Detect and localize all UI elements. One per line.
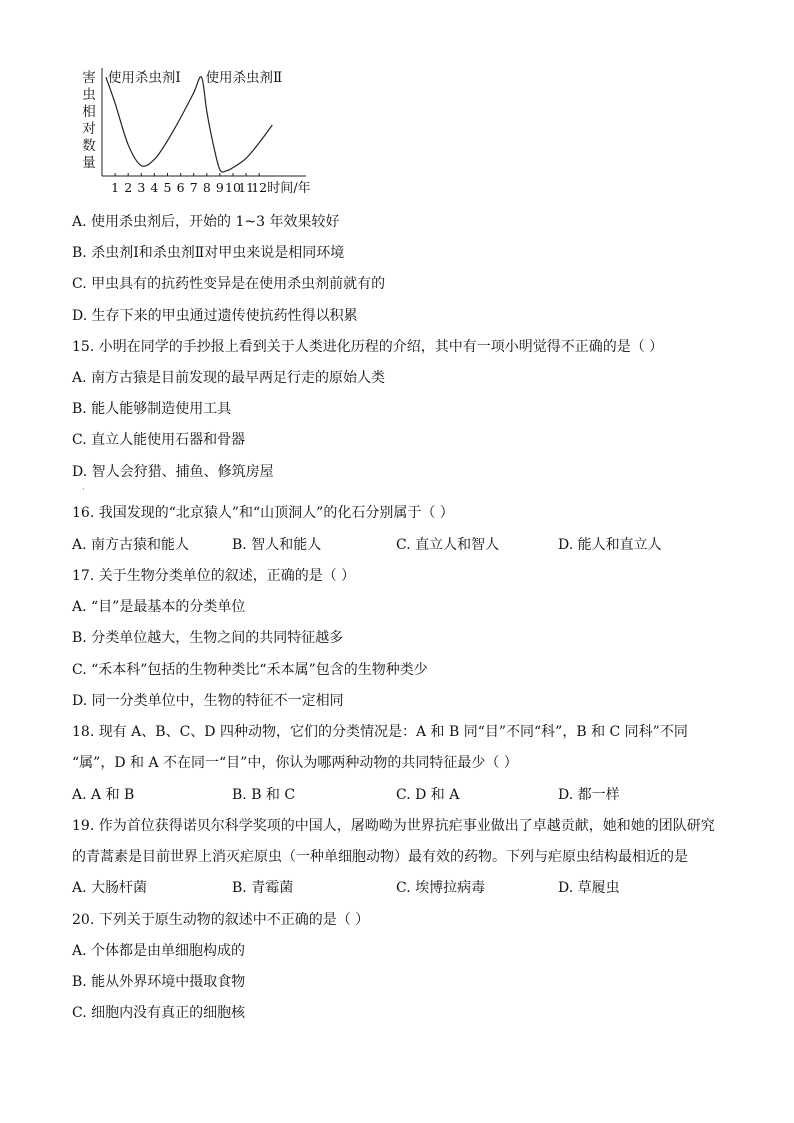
q16-stem: 16. 我国发现的“北京猿人”和“山顶洞人”的化石分别属于（ ） (72, 505, 454, 521)
q19-stem-line1: 19. 作为首位获得诺贝尔科学奖项的中国人，屠呦呦为世界抗疟事业做出了卓越贡献，她和她的团队研究 (72, 818, 715, 834)
q20-stem: 20. 下列关于原生动物的叙述中不正确的是（ ） (72, 912, 370, 928)
q17-option-b[interactable]: B. 分类单位越大，生物之间的共同特征越多 (72, 630, 344, 646)
y-label-char: 相 (82, 104, 96, 120)
x-tick-label: 4 (150, 180, 159, 195)
y-label-char: 数 (82, 138, 96, 154)
x-tick-label: 5 (163, 180, 172, 195)
q18-option-a[interactable]: A. A 和 B (72, 787, 135, 803)
y-label-char: 对 (82, 121, 96, 137)
q18-stem-line2: “属”，D 和 A 不在同一“目”中，你认为哪两种动物的共同特征最少（ ） (72, 755, 518, 771)
q15-stem: 15. 小明在同学的手抄报上看到关于人类进化历程的介绍，其中有一项小明觉得不正确的是（ ） (72, 339, 664, 355)
q16-options-row (72, 535, 662, 555)
x-tick-label: 8 (202, 180, 211, 195)
q18-stem-line1: 18. 现有 A、B、C、D 四种动物，它们的分类情况是：A 和 B 同“目”不同“科”，B 和 C 同科”不同 (72, 724, 688, 740)
q18-option-d[interactable]: D. 都一样 (558, 787, 620, 803)
y-label-char: 虫 (82, 87, 96, 103)
x-tick-label: 3 (137, 180, 146, 195)
x-tick-label: 6 (176, 180, 185, 195)
q19-options-row (72, 878, 620, 898)
chart-series (106, 77, 272, 172)
x-tick-label: 10 (225, 180, 241, 195)
q19-option-a[interactable]: A. 大肠杆菌 (72, 880, 148, 896)
stray-dot: · (82, 485, 85, 494)
annotation-insecticide-2: 使用杀虫剂Ⅱ (205, 70, 283, 86)
pest-population-chart (76, 62, 376, 198)
q20-option-c[interactable]: C. 细胞内没有真正的细胞核 (72, 1005, 246, 1021)
y-label-char: 量 (82, 155, 96, 171)
q14-option-c[interactable]: C. 甲虫具有的抗药性变异是在使用杀虫剂前就有的 (72, 276, 386, 292)
q15-option-a[interactable]: A. 南方古猿是目前发现的最早两足行走的原始人类 (72, 370, 386, 386)
q18-option-c[interactable]: C. D 和 A (396, 787, 460, 803)
q16-option-d[interactable]: D. 能人和直立人 (558, 537, 662, 553)
q17-option-a[interactable]: A. “目”是最基本的分类单位 (72, 599, 246, 615)
q19-stem-line2: 的青蒿素是目前世界上消灭疟原虫（一种单细胞动物）最有效的药物。下列与疟原虫结构最相近的是 (72, 849, 688, 865)
y-label-char: 害 (82, 70, 96, 86)
annotation-insecticide-1: 使用杀虫剂Ⅰ (107, 70, 181, 86)
q17-option-d[interactable]: D. 同一分类单位中，生物的特征不一定相同 (72, 693, 344, 709)
series-line (106, 77, 272, 172)
q16-option-a[interactable]: A. 南方古猿和能人 (72, 537, 190, 553)
q14-option-a[interactable]: A. 使用杀虫剂后，开始的 1~3 年效果较好 (72, 214, 340, 230)
x-tick-label: 11 (238, 180, 255, 195)
q19-option-c[interactable]: C. 埃博拉病毒 (396, 880, 486, 896)
q14-option-d[interactable]: D. 生存下来的甲虫通过遗传使抗药性得以积累 (72, 308, 358, 324)
q15-option-b[interactable]: B. 能人能够制造使用工具 (72, 401, 232, 417)
q18-options-row (72, 785, 620, 805)
q15-option-d[interactable]: D. 智人会狩猎、捕鱼、修筑房屋 (72, 464, 274, 480)
x-tick-label: 12 (251, 180, 268, 195)
q15-option-c[interactable]: C. 直立人能使用石器和骨器 (72, 432, 246, 448)
x-axis-label: 时间/年 (267, 181, 311, 196)
q16-option-c[interactable]: C. 直立人和智人 (396, 537, 500, 553)
q20-option-b[interactable]: B. 能从外界环境中摄取食物 (72, 974, 246, 990)
q14-option-b[interactable]: B. 杀虫剂Ⅰ和杀虫剂Ⅱ对甲虫来说是相同环境 (72, 245, 345, 261)
x-tick-label: 7 (189, 180, 198, 195)
q16-option-b[interactable]: B. 智人和能人 (232, 537, 322, 553)
q19-option-b[interactable]: B. 青霉菌 (232, 880, 294, 896)
q20-option-a[interactable]: A. 个体都是由单细胞构成的 (72, 943, 246, 959)
q17-stem: 17. 关于生物分类单位的叙述，正确的是（ ） (72, 568, 356, 584)
q18-option-b[interactable]: B. B 和 C (232, 787, 296, 803)
chart-annotations (108, 69, 282, 86)
q19-option-d[interactable]: D. 草履虫 (558, 880, 620, 896)
q17-option-c[interactable]: C. “禾本科”包括的生物种类比“禾本属”包含的生物种类少 (72, 662, 428, 678)
chart-svg (76, 62, 376, 198)
x-tick-label: 2 (124, 180, 133, 195)
x-tick-label: 9 (215, 180, 224, 195)
x-tick-label: 1 (111, 180, 120, 195)
